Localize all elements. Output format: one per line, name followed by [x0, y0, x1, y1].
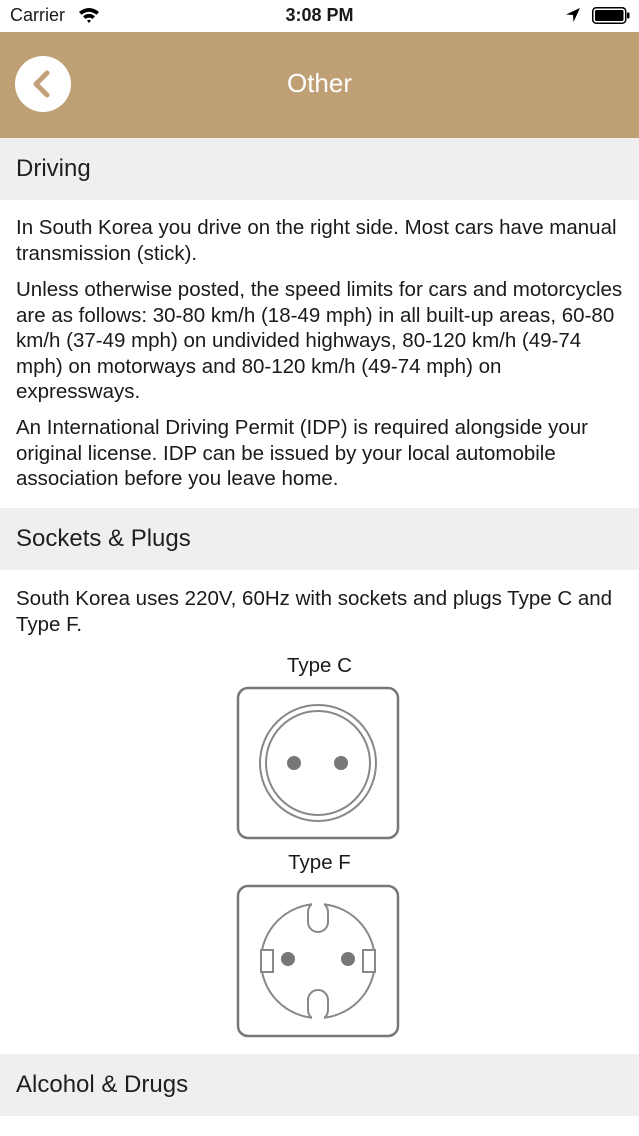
- driving-paragraph-side: In South Korea you drive on the right side. Most cars have manual transmission (stick).: [16, 216, 617, 265]
- sockets-paragraph: South Korea uses 220V, 60Hz with sockets and plugs Type C and Type F.: [16, 587, 613, 636]
- section-header-alcohol: Alcohol & Drugs: [0, 1054, 639, 1116]
- type-f-label: Type F: [288, 851, 351, 874]
- location-arrow-icon: [565, 7, 581, 23]
- driving-paragraph-idp: An International Driving Permit (IDP) is required alongside your original license. IDP can be issued by your local automobile association before you leave home.: [16, 416, 588, 490]
- type-c-socket-icon: [236, 686, 400, 840]
- clock: 3:08 PM: [285, 5, 354, 25]
- section-header-driving: Driving: [0, 138, 639, 200]
- nav-bar: [0, 32, 639, 138]
- battery-icon: [592, 7, 630, 24]
- driving-paragraph-speed: Unless otherwise posted, the speed limits for cars and motorcycles are as follows: 30-80 km/h (18-49 mph) in all built-up areas, 60-80 km/h (37-49 mph) on undivided highways, 80-120 km/h (49-74 mph) on motorways and 80-120 km/h (49-74 mph) on expressways.: [16, 278, 623, 403]
- type-f-socket-icon: [236, 884, 400, 1038]
- section-header-sockets: Sockets & Plugs: [0, 508, 639, 570]
- type-c-label: Type C: [287, 654, 352, 677]
- status-bar: [0, 0, 639, 32]
- carrier-label: Carrier: [10, 5, 66, 25]
- page-title: Other: [286, 68, 353, 98]
